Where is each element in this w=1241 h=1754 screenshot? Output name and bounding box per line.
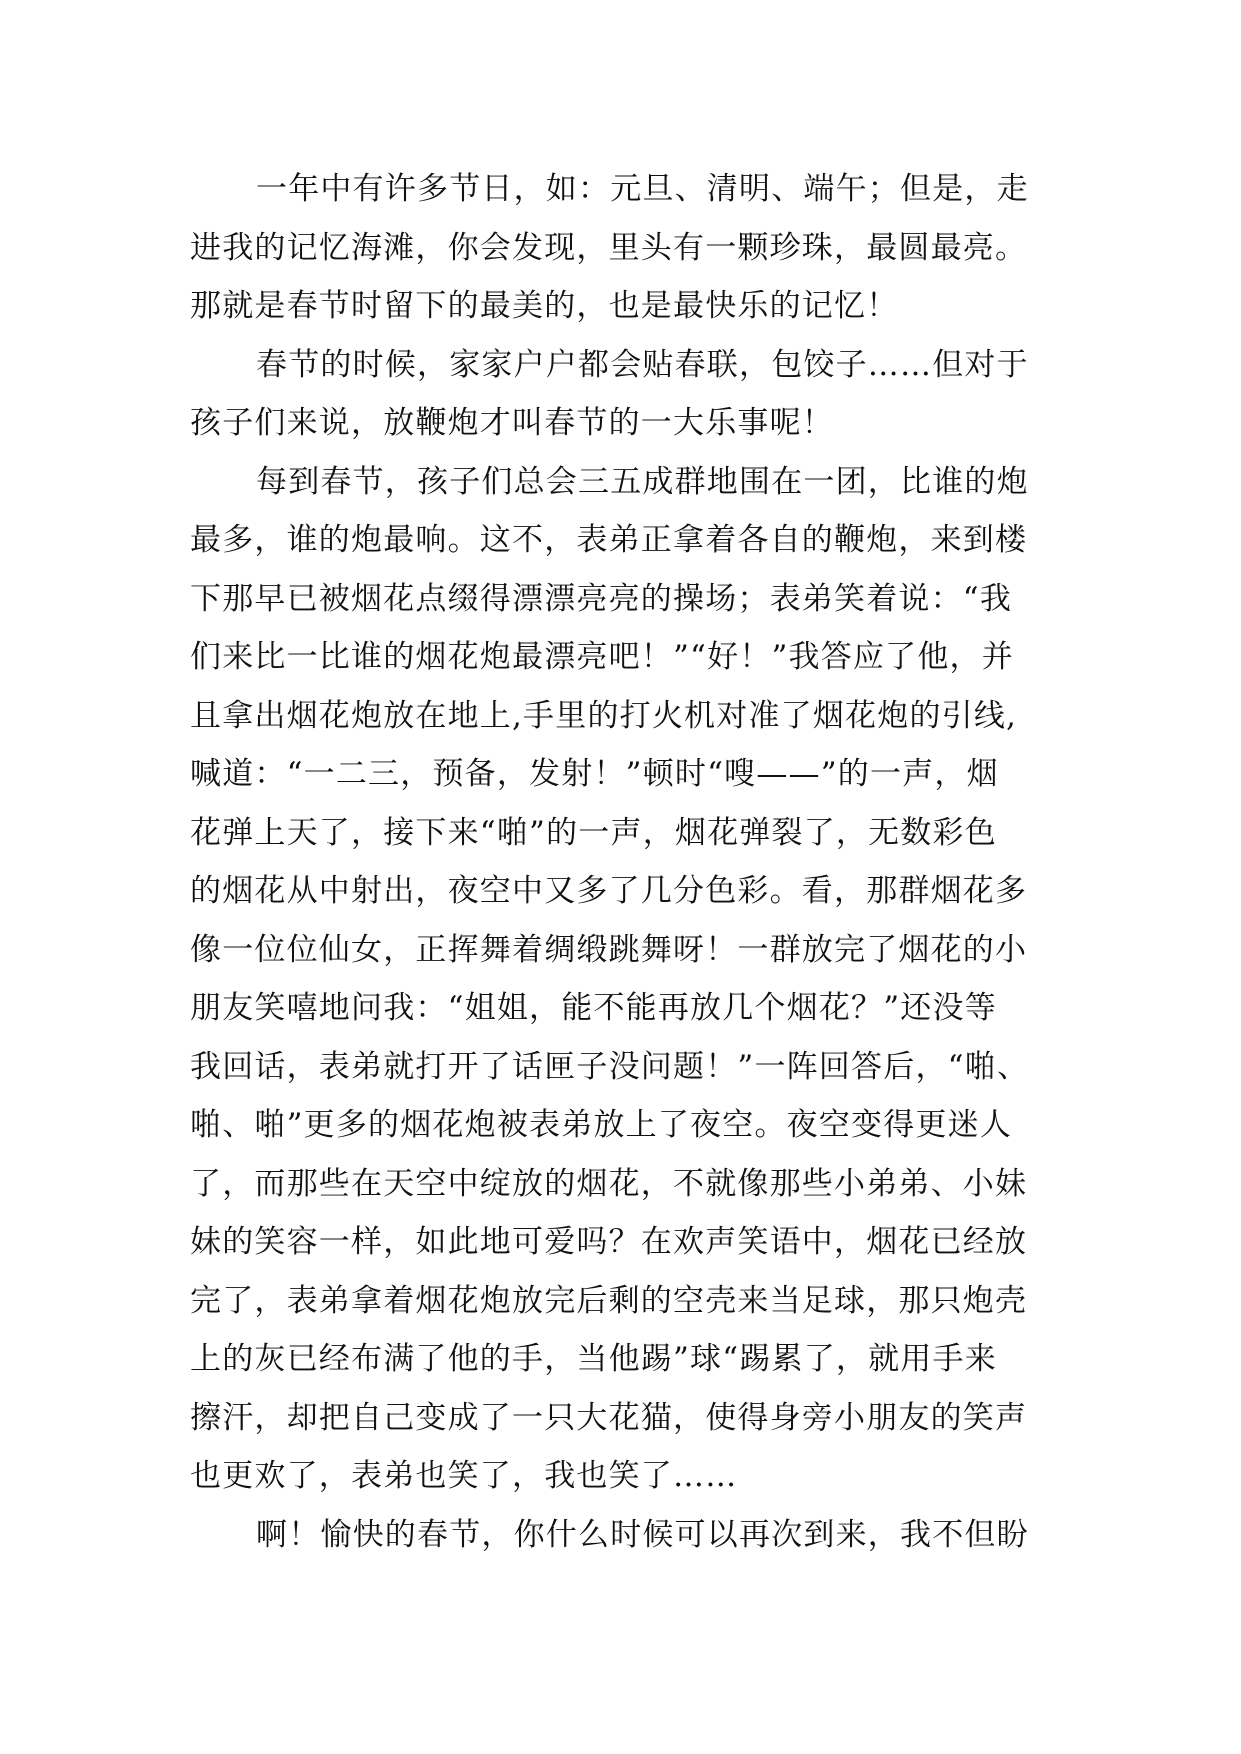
text-line: 也更欢了，表弟也笑了，我也笑了…… <box>190 1458 738 1494</box>
essay-body <box>190 160 1070 1564</box>
text-line: 朋友笑嘻地问我：“姐姐，能不能再放几个烟花？”还没等 <box>190 990 997 1026</box>
text-line: 上的灰已经布满了他的手，当他踢”球“踢累了，就用手来 <box>190 1341 997 1377</box>
text-line: 啊！愉快的春节，你什么时候可以再次到来，我不但盼 <box>256 1516 1029 1553</box>
text-line: 花弹上天了，接下来“啪”的一声，烟花弹裂了，无数彩色 <box>190 814 997 851</box>
text-line: 们来比一比谁的烟花炮最漂亮吧！”“好！”我答应了他，并 <box>190 639 1014 675</box>
text-line: 每到春节，孩子们总会三五成群地围在一团，比谁的炮 <box>256 463 1029 500</box>
text-line: 最多，谁的炮最响。这不，表弟正拿着各自的鞭炮，来到楼 <box>190 522 1028 558</box>
text-line: 完了，表弟拿着烟花炮放完后剩的空壳来当足球，那只炮壳 <box>190 1282 1028 1319</box>
text-line: 一年中有许多节日，如：元旦、清明、端午；但是，走 <box>256 171 1029 207</box>
text-line: 那就是春节时留下的最美的，也是最快乐的记忆！ <box>190 288 899 324</box>
text-line: 孩子们来说，放鞭炮才叫春节的一大乐事呢！ <box>190 405 834 441</box>
text-line: 春节的时候，家家户户都会贴春联，包饺子……但对于 <box>256 346 1029 383</box>
text-line: 妹的笑容一样，如此地可爱吗？在欢声笑语中，烟花已经放 <box>190 1224 1028 1260</box>
text-line: 啪、啪”更多的烟花炮被表弟放上了夜空。夜空变得更迷人 <box>190 1107 1013 1143</box>
text-line: 的烟花从中射出，夜空中又多了几分色彩。看，那群烟花多 <box>190 873 1028 909</box>
text-line: 进我的记忆海滩，你会发现，里头有一颗珍珠，最圆最亮。 <box>190 229 1028 266</box>
text-line: 擦汗，却把自己变成了一只大花猫，使得身旁小朋友的笑声 <box>190 1399 1028 1436</box>
text-line: 下那早已被烟花点缀得漂漂亮亮的操场；表弟笑着说：“我 <box>190 580 1013 617</box>
text-line: 像一位位仙女，正挥舞着绸缎跳舞呀！一群放完了烟花的小 <box>190 931 1028 968</box>
text-line: 了，而那些在天空中绽放的烟花，不就像那些小弟弟、小妹 <box>190 1165 1028 1202</box>
text-line: 我回话，表弟就打开了话匣子没问题！”一阵回答后，“啪、 <box>190 1048 1030 1085</box>
text-line: 且拿出烟花炮放在地上,手里的打火机对准了烟花炮的引线, <box>190 697 1018 734</box>
text-line: 喊道：“一二三，预备，发射！”顿时“嗖——”的一声，烟 <box>190 756 999 792</box>
